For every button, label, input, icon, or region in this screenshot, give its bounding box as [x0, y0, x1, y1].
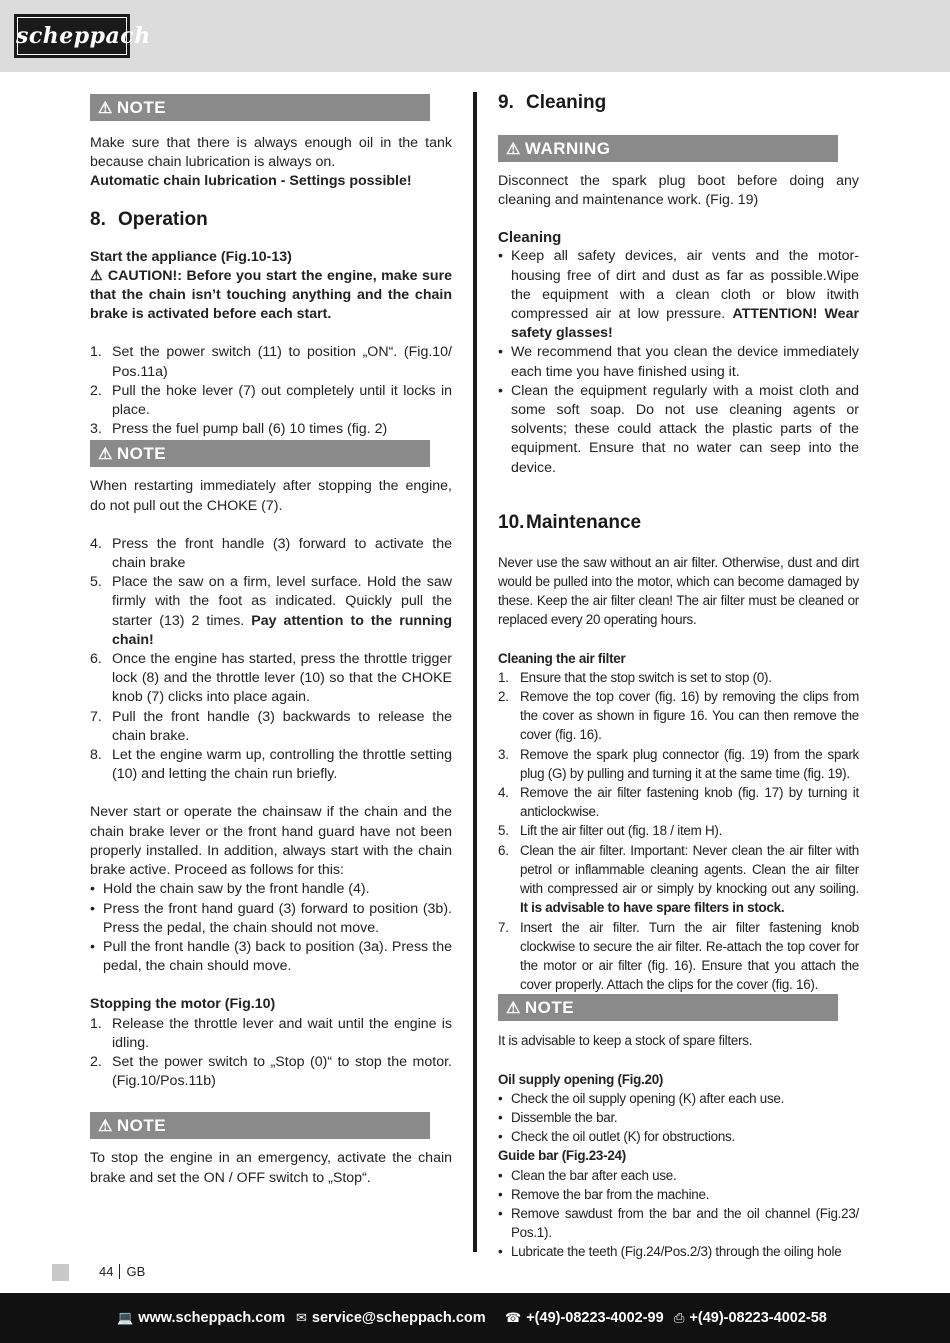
- list-item: • Check the oil outlet (K) for obstructions.: [498, 1129, 735, 1145]
- note-box: ⚠ NOTE: [90, 94, 430, 121]
- oil-supply-heading: Oil supply opening (Fig.20): [498, 1071, 664, 1087]
- air-filter-steps: [498, 668, 859, 994]
- list-item: • Check the oil supply opening (K) after each use.: [498, 1090, 785, 1106]
- left-column: [90, 88, 452, 1188]
- guide-bar-bullets: [498, 1166, 859, 1262]
- website-link[interactable]: 💻 www.scheppach.com: [117, 1310, 286, 1326]
- warning-triangle-icon: ⚠: [506, 141, 521, 158]
- list-item: • Press the front hand guard (3) forward to position (3b). Press the pedal, the chain should not move.: [90, 900, 452, 936]
- list-item: 5. Lift the air filter out (fig. 18 / item H).: [498, 823, 723, 839]
- section-heading-maintenance: 10.Maintenance: [498, 511, 642, 533]
- list-item: • We recommend that you clean the device immediately each time you have finished using it.: [498, 344, 859, 380]
- right-column: [498, 88, 859, 1262]
- list-item: 2. Set the power switch to „Stop (0)“ to stop the motor. (Fig.10/Pos.11b): [90, 1053, 452, 1090]
- cleaning-subheading: Cleaning: [498, 229, 562, 247]
- fax-number: ⎙ +(49)-08223-4002-58: [674, 1310, 827, 1326]
- list-item: 7. Insert the air filter. Turn the air filter fastening knob clockwise to secure the air filter. Re-attach the top cover for the motor or air filter (fig. 16). Ensure that you attach the cover properly. Attach the clips for the cover (fig. 16).: [498, 919, 859, 993]
- page-number: 44: [99, 1264, 114, 1279]
- warning-triangle-icon: ⚠: [90, 267, 108, 284]
- column-divider: [473, 92, 477, 1252]
- warning-triangle-icon: ⚠: [506, 1000, 521, 1018]
- list-item: • Clean the equipment regularly with a moist cloth and some soft soap. Do not use cleaning agents or solvents; these could attack the plastic parts of the equipment. Ensure that no water can seep into the device.: [498, 382, 859, 476]
- warning-triangle-icon: ⚠: [98, 1118, 113, 1136]
- start-heading: Start the appliance (Fig.10-13): [90, 248, 292, 265]
- separator: [119, 1264, 120, 1279]
- contact-bar: [0, 1293, 950, 1343]
- language-code: GB: [126, 1264, 146, 1279]
- air-filter-heading: Cleaning the air filter: [498, 650, 626, 666]
- list-item: • Pull the front handle (3) back to position (3a). Press the pedal, the chain should move.: [90, 938, 452, 975]
- stop-heading: Stopping the motor (Fig.10): [90, 996, 276, 1013]
- note-box: ⚠ NOTE: [498, 994, 838, 1021]
- page-marker-square: [52, 1264, 69, 1281]
- list-item: 1. Ensure that the stop switch is set to stop (0).: [498, 669, 772, 685]
- fax-icon: ⎙: [674, 1310, 685, 1325]
- note-bold-text: Automatic chain lubrication - Settings possible!: [90, 173, 412, 190]
- list-item: 8. Let the engine warm up, controlling the throttle setting (10) and letting the chain run briefly.: [90, 747, 452, 783]
- warning-triangle-icon: ⚠: [98, 100, 113, 117]
- list-item: 2. Pull the hoke lever (7) out completely until it locks in place.: [90, 382, 452, 419]
- list-item: 7. Pull the front handle (3) backwards to release the chain brake.: [90, 708, 452, 744]
- section-heading-operation: 8. Operation: [90, 208, 208, 230]
- phone-icon: ☎: [505, 1310, 522, 1325]
- stop-steps-list: [90, 1015, 452, 1092]
- warning-text: Disconnect the spark plug boot before doing any cleaning and maintenance work. (Fig. 19): [498, 173, 859, 209]
- list-item: 2. Remove the top cover (fig. 16) by removing the clips from the cover as shown in figure 16. You can then remove the cover (fig. 16).: [498, 689, 859, 743]
- note-box: ⚠ NOTE: [90, 440, 430, 467]
- note-box: ⚠ NOTE: [90, 1112, 430, 1139]
- list-item: • Dissemble the bar.: [498, 1109, 618, 1125]
- list-item: 5. Place the saw on a firm, level surface. Hold the saw firmly with the foot as indicated. Quickly pull the starter (13) 2 times. Pay attention to the running chain!: [90, 574, 452, 648]
- guide-bar-heading: Guide bar (Fig.23-24): [498, 1148, 626, 1164]
- warning-triangle-icon: ⚠: [98, 446, 113, 464]
- list-item: 6. Clean the air filter. Important: Never clean the air filter with petrol or inflammable cleaning agents. Clean the air filter with compressed air or simply by knocking out any soiling. It is advisable to have spare filters in stock.: [498, 842, 859, 916]
- section-heading-cleaning: 9. Cleaning: [498, 92, 607, 113]
- note-text: To stop the engine in an emergency, activate the chain brake and set the ON / OFF switch to „Stop“.: [90, 1150, 452, 1186]
- procedure-bullets: [90, 880, 452, 976]
- start-steps-list: [90, 343, 452, 439]
- oil-supply-bullets: [498, 1089, 859, 1147]
- maintenance-paragraph: Never use the saw without an air filter. Otherwise, dust and dirt would be pulled into the motor, which can become damaged by these. Keep the air filter clean! The air filter must be cleaned or replaced every 20 operating hours.: [498, 554, 859, 628]
- warning-box: ⚠ WARNING: [498, 135, 838, 162]
- header-bar: [0, 0, 950, 72]
- list-item: 6. Once the engine has started, press the throttle trigger lock (8) and the throttle lever (10) so that the CHOKE knob (7) clicks into place again.: [90, 651, 452, 706]
- never-start-paragraph: Never start or operate the chainsaw if the chain and the chain brake lever or the front hand guard have not been properly installed. In addition, always start with the chain brake active. Proceed as follows for this:: [90, 804, 452, 879]
- list-item: • Keep all safety devices, air vents and the motor-housing free of dirt and dust as far as possible.Wipe the equipment with a clean cloth or blow itwith compressed air at low pressure. ATTENTION! Wear safety glasses!: [498, 248, 859, 342]
- list-item: 3. Press the fuel pump ball (6) 10 times (fig. 2): [90, 421, 388, 438]
- note-text: It is advisable to keep a stock of spare filters.: [498, 1033, 753, 1049]
- phone-number[interactable]: ☎ +(49)-08223-4002-99: [505, 1310, 664, 1326]
- note-text: When restarting immediately after stopping the engine, do not pull out the CHOKE (7).: [90, 478, 452, 514]
- list-item: 1. Set the power switch (11) to position „ON“. (Fig.10/ Pos.11a): [90, 344, 452, 380]
- list-item: 4. Press the front handle (3) forward to activate the chain brake: [90, 535, 452, 572]
- start-steps-list-continued: [90, 535, 452, 785]
- list-item: • Remove the bar from the machine.: [498, 1186, 710, 1202]
- list-item: 3. Remove the spark plug connector (fig. 19) from the spark plug (G) by pulling and turning it at the same time (fig. 19).: [498, 746, 859, 781]
- mail-icon: ✉: [296, 1310, 307, 1325]
- note-text: Make sure that there is always enough oil in the tank because chain lubrication is always on.: [90, 135, 452, 171]
- email-link[interactable]: ✉ service@scheppach.com: [296, 1310, 486, 1326]
- list-item: • Hold the chain saw by the front handle (4).: [90, 881, 370, 898]
- computer-icon: 💻: [117, 1310, 134, 1325]
- list-item: • Remove sawdust from the bar and the oil channel (Fig.23/ Pos.1).: [498, 1205, 859, 1241]
- cleaning-bullets: [498, 247, 859, 477]
- list-item: 4. Remove the air filter fastening knob (fig. 17) by turning it anticlockwise.: [498, 785, 859, 820]
- caution-text: ⚠ CAUTION!: Before you start the engine, make sure that the chain isn’t touching anything and the chain brake is activated before each start.: [90, 267, 453, 323]
- list-item: • Clean the bar after each use.: [498, 1167, 677, 1183]
- list-item: • Lubricate the teeth (Fig.24/Pos.2/3) through the oiling hole: [498, 1244, 842, 1260]
- scheppach-logo: scheppach: [14, 14, 130, 58]
- list-item: 1. Release the throttle lever and wait until the engine is idling.: [90, 1015, 452, 1051]
